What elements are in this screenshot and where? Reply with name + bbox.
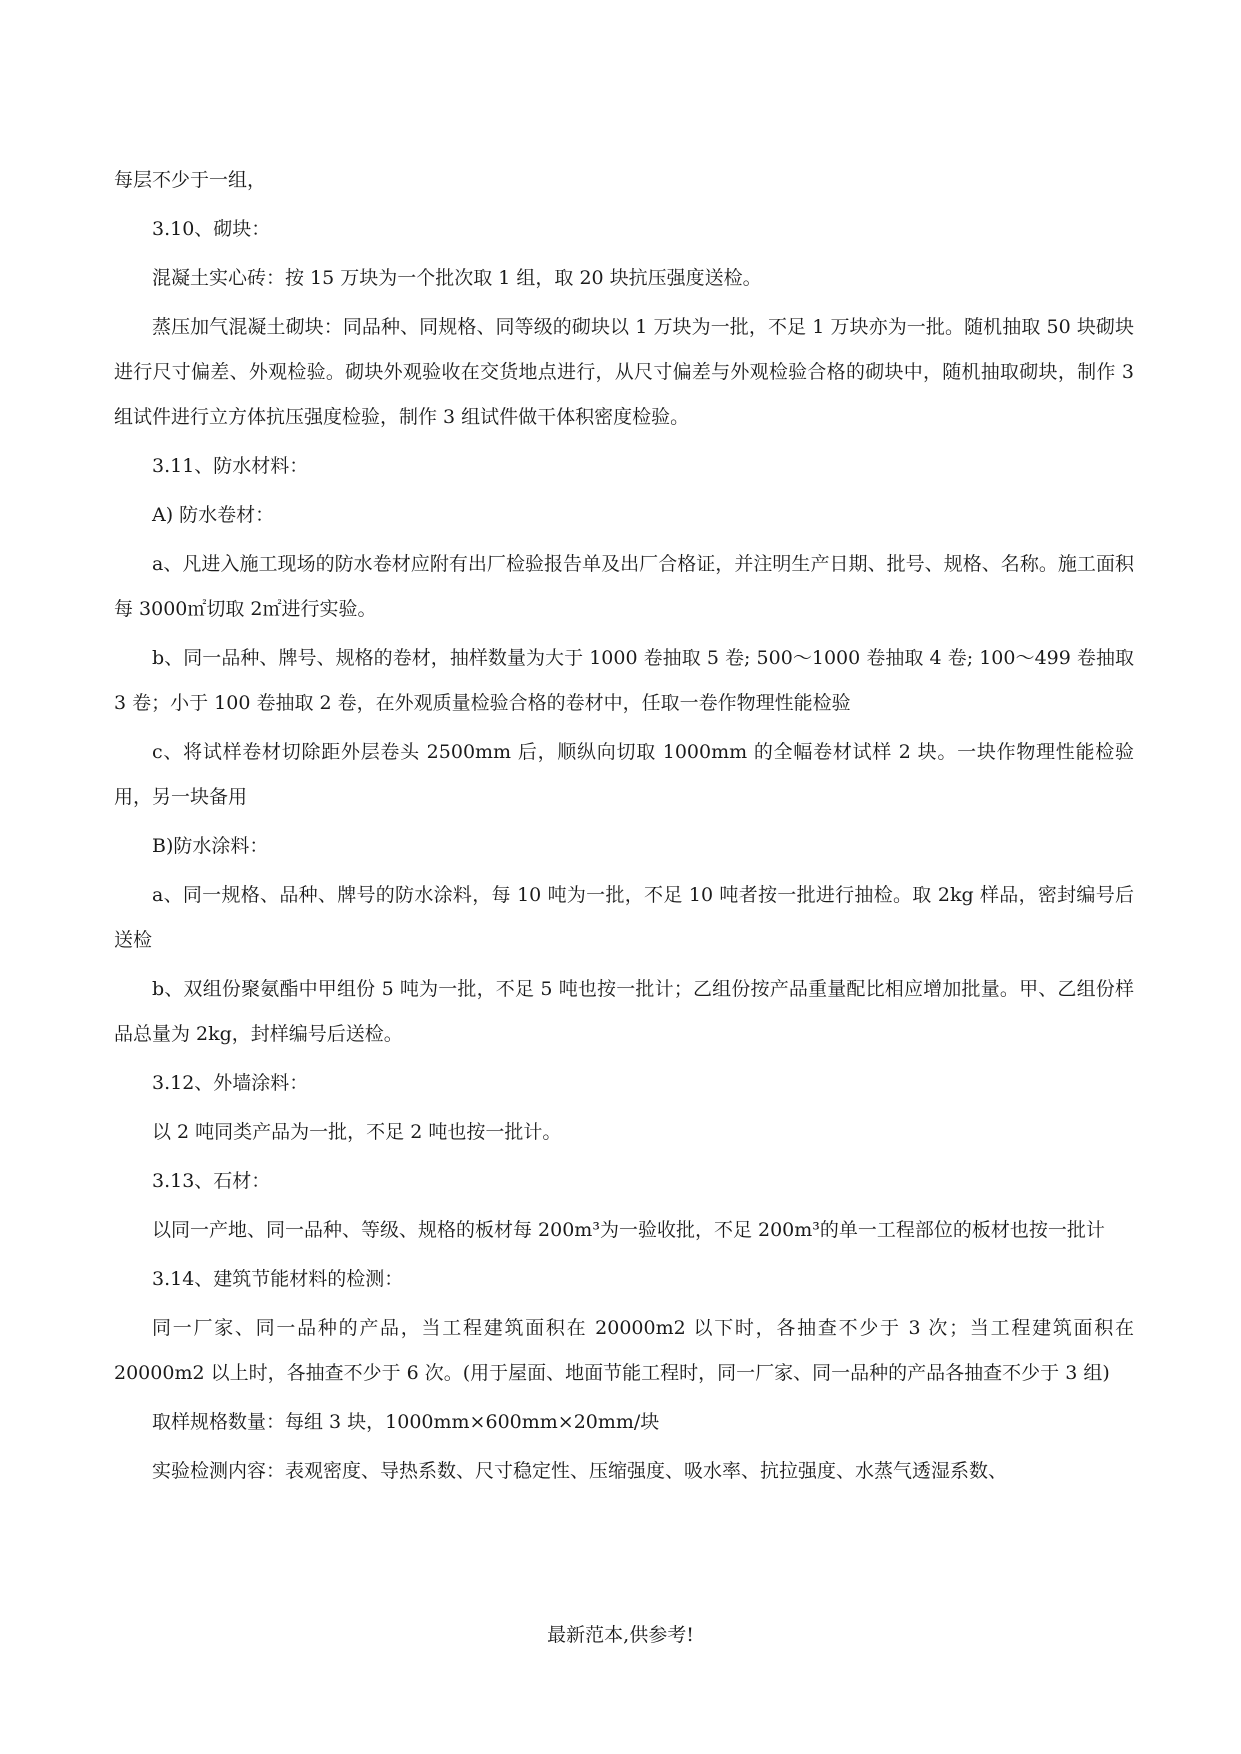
- paragraph: a、凡进入施工现场的防水卷材应附有出厂检验报告单及出厂合格证，并注明生产日期、批号、规格、名称。施工面积每 3000㎡切取 2㎡进行实验。: [114, 553, 1134, 620]
- paragraph: 同一厂家、同一品种的产品，当工程建筑面积在 20000m2 以下时，各抽查不少于 3 次；当工程建筑面积在 20000m2 以上时，各抽查不少于 6 次。(用于屋面、地面节能工程时，同一厂家、同一品种的产品各抽查不少于 3 组): [114, 1317, 1134, 1384]
- paragraph: 取样规格数量：每组 3 块，1000mm×600mm×20mm/块: [152, 1411, 660, 1433]
- paragraph: a、同一规格、品种、牌号的防水涂料，每 10 吨为一批，不足 10 吨者按一批进行抽检。取 2kg 样品，密封编号后送检: [114, 884, 1134, 951]
- section-heading-3-10: 3.10、砌块：: [152, 218, 271, 240]
- paragraph: b、同一品种、牌号、规格的卷材，抽样数量为大于 1000 卷抽取 5 卷; 500～1000 卷抽取 4 卷; 100～499 卷抽取 3 卷；小于 100 卷抽取 2 卷，在外观质量检验合格的卷材中，任取一卷作物理性能检验: [114, 647, 1134, 714]
- paragraph: 蒸压加气混凝土砌块：同品种、同规格、同等级的砌块以 1 万块为一批，不足 1 万块亦为一批。随机抽取 50 块砌块进行尺寸偏差、外观检验。砌块外观验收在交货地点进行，从尺寸偏差与外观检验合格的砌块中，随机抽取砌块，制作 3 组试件进行立方体抗压强度检验，制作 3 组试件做干体积密度检验。: [114, 316, 1134, 428]
- paragraph: b、双组份聚氨酯中甲组份 5 吨为一批，不足 5 吨也按一批计；乙组份按产品重量配比相应增加批量。甲、乙组份样品总量为 2kg，封样编号后送检。: [114, 978, 1134, 1045]
- subheading-a: A) 防水卷材：: [152, 504, 275, 526]
- paragraph: 混凝土实心砖：按 15 万块为一个批次取 1 组，取 20 块抗压强度送检。: [152, 267, 762, 289]
- section-heading-3-11: 3.11、防水材料：: [152, 455, 309, 477]
- paragraph: 以同一产地、同一品种、等级、规格的板材每 200m³为一验收批，不足 200m³的单一工程部位的板材也按一批计: [152, 1219, 1105, 1241]
- paragraph: 以 2 吨同类产品为一批，不足 2 吨也按一批计。: [152, 1121, 562, 1143]
- body-text: [114, 158, 1134, 1498]
- paragraph: 每层不少于一组，: [114, 169, 267, 191]
- paragraph: 实验检测内容：表观密度、导热系数、尺寸稳定性、压缩强度、吸水率、抗拉强度、水蒸气透湿系数、: [152, 1460, 1008, 1482]
- page-footer: 最新范本,供参考!: [547, 1624, 694, 1646]
- section-heading-3-12: 3.12、外墙涂料：: [152, 1072, 309, 1094]
- section-heading-3-13: 3.13、石材：: [152, 1170, 271, 1192]
- paragraph: c、将试样卷材切除距外层卷头 2500mm 后，顺纵向切取 1000mm 的全幅卷材试样 2 块。一块作物理性能检验用，另一块备用: [114, 741, 1134, 808]
- section-heading-3-14: 3.14、建筑节能材料的检测：: [152, 1268, 404, 1290]
- subheading-b: B)防水涂料：: [152, 835, 269, 857]
